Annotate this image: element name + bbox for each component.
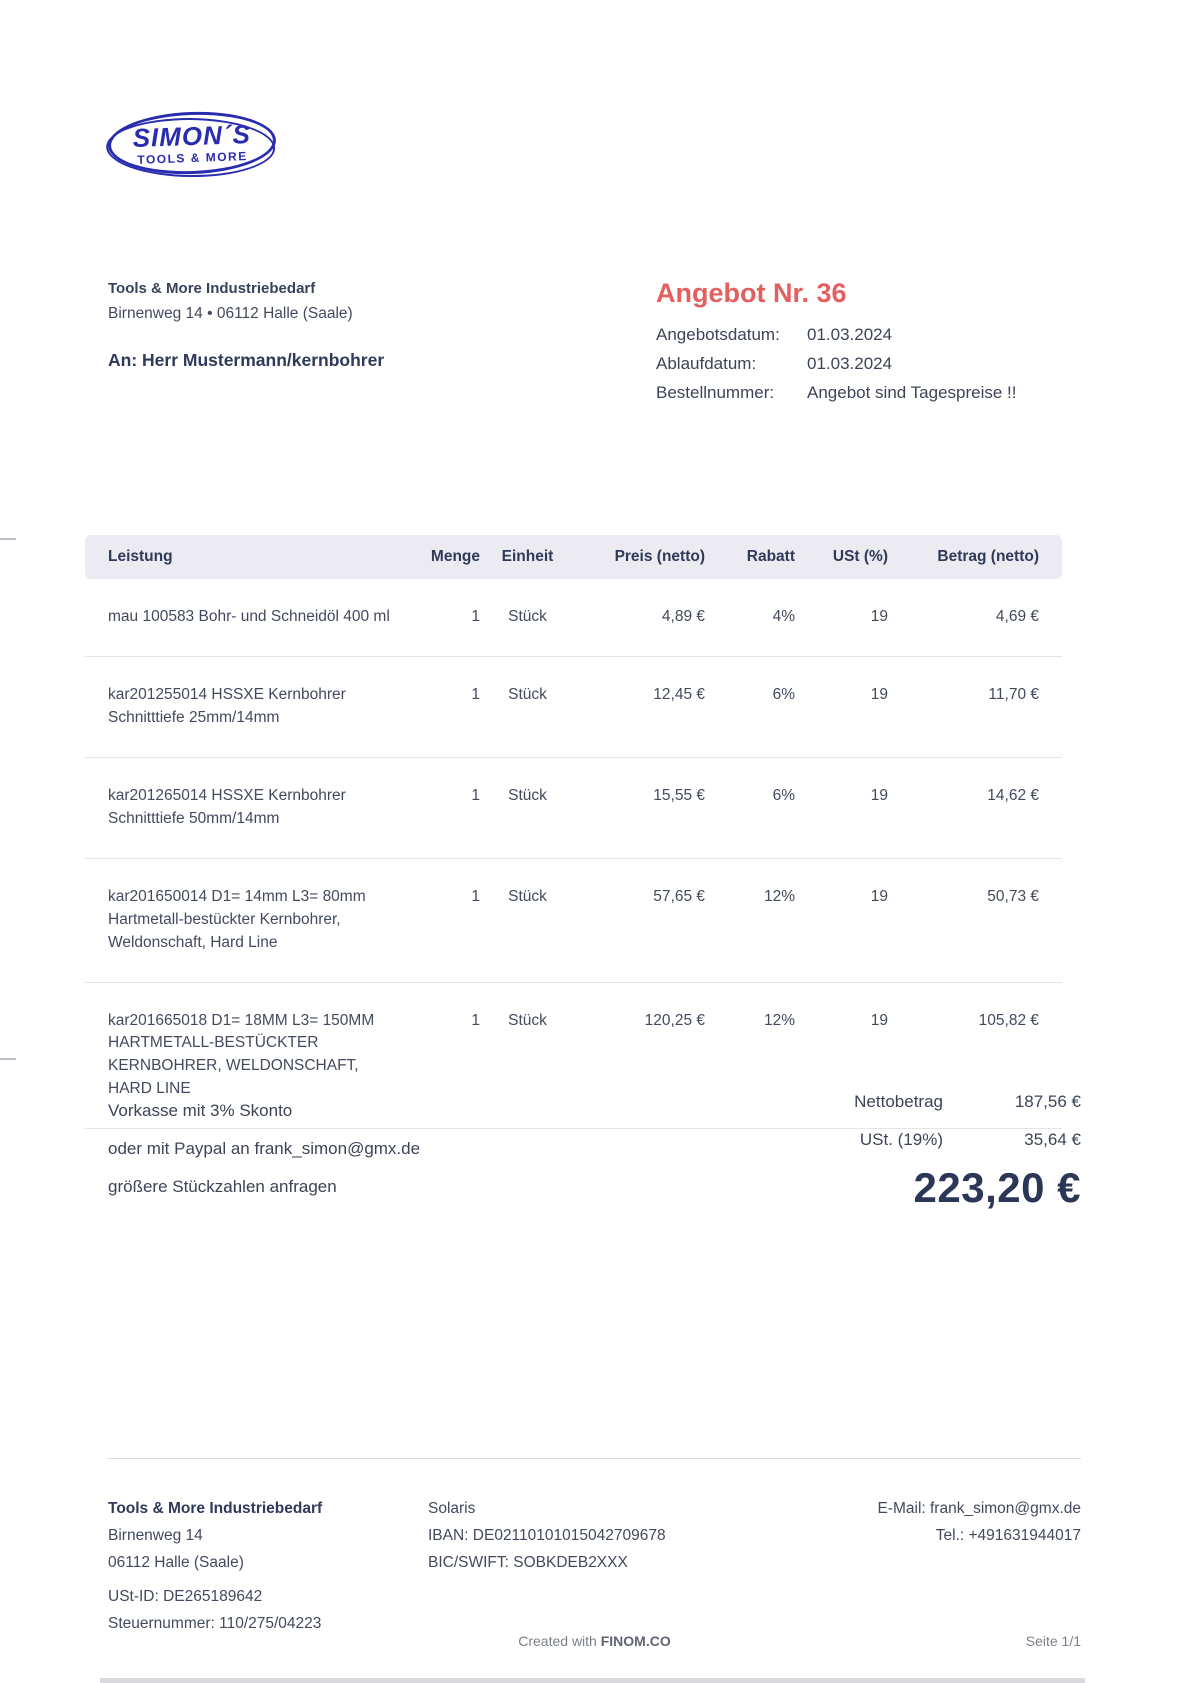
sender-company: Tools & More Industriebedarf: [108, 280, 316, 297]
item-description: kar201265014 HSSXE Kernbohrer Schnitttiefe 50mm/14mm: [85, 757, 425, 858]
item-quantity: 1: [425, 579, 480, 656]
created-with-line: [0, 1633, 1189, 1649]
table-row: [85, 757, 1062, 858]
fold-mark-top: [0, 538, 16, 540]
payment-note-paypal: oder mit Paypal an frank_simon@gmx.de: [108, 1139, 421, 1158]
totals-grid: [854, 1092, 1081, 1150]
item-price: 4,89 €: [575, 579, 705, 656]
item-unit: Stück: [480, 579, 575, 656]
finom-brand: FINOM.CO: [600, 1633, 671, 1649]
item-price: 120,25 €: [575, 982, 705, 1129]
col-header-betrag: Betrag (netto): [888, 535, 1062, 579]
logo-oval-icon: [107, 109, 277, 177]
offer-date-value: 01.03.2024: [807, 325, 893, 344]
col-header-leistung: Leistung: [85, 535, 425, 579]
item-vat: 19: [795, 579, 888, 656]
table-row: [85, 656, 1062, 757]
item-quantity: 1: [425, 656, 480, 757]
item-discount: 4%: [705, 579, 795, 656]
company-logo: [108, 112, 278, 180]
fold-mark-bottom: [0, 1058, 16, 1060]
header-info-row: [108, 280, 1081, 412]
item-quantity: 1: [425, 757, 480, 858]
footer-phone: Tel.: +491631944017: [935, 1527, 1081, 1544]
item-vat: 19: [795, 656, 888, 757]
logo-text-simons: SIMON´S: [132, 118, 252, 153]
sender-address: Birnenweg 14 • 06112 Halle (Saale): [108, 305, 353, 322]
footer-contact-block: [877, 1495, 1081, 1637]
item-discount: 6%: [705, 757, 795, 858]
vat-label: USt. (19%): [859, 1130, 943, 1149]
net-total-label: Nettobetrag: [854, 1092, 943, 1111]
table-row: [85, 579, 1062, 656]
expiry-date-row: [656, 354, 1081, 374]
items-table-header: [85, 535, 1062, 579]
recipient-line: An: Herr Mustermann/kernbohrer: [108, 350, 385, 370]
payment-notes: [108, 1092, 420, 1206]
offer-title: Angebot Nr. 36: [656, 278, 847, 308]
footer-iban: IBAN: DE02110101015042709678: [428, 1527, 666, 1544]
col-header-menge: Menge: [425, 535, 480, 579]
item-quantity: 1: [425, 858, 480, 982]
net-total-value: 187,56 €: [1014, 1092, 1081, 1111]
items-table: [85, 535, 1062, 1129]
item-description: kar201650014 D1= 14mm L3= 80mm Hartmetall-bestückter Kernbohrer, Weldonschaft, Hard Line: [85, 858, 425, 982]
col-header-einheit: Einheit: [480, 535, 575, 579]
page-edge-strip: [100, 1678, 1085, 1683]
item-vat: 19: [795, 982, 888, 1129]
footer-bank-block: [428, 1495, 877, 1637]
item-description: kar201665018 D1= 18MM L3= 150MM HARTMETALL-BESTÜCKTER KERNBOHRER, WELDONSCHAFT, HARD LINE: [85, 982, 425, 1129]
order-number-row: [656, 383, 1081, 403]
expiry-date-value: 01.03.2024: [807, 354, 893, 373]
item-unit: Stück: [480, 858, 575, 982]
vat-value: 35,64 €: [1024, 1130, 1081, 1149]
item-amount: 14,62 €: [888, 757, 1062, 858]
item-price: 12,45 €: [575, 656, 705, 757]
item-price: 15,55 €: [575, 757, 705, 858]
item-price: 57,65 €: [575, 858, 705, 982]
logo-text-tools-more: TOOLS & MORE: [137, 148, 248, 167]
col-header-preis: Preis (netto): [575, 535, 705, 579]
expiry-date-label: Ablaufdatum:: [656, 354, 757, 373]
item-discount: 6%: [705, 656, 795, 757]
footer-vat-id: USt-ID: DE265189642: [108, 1588, 263, 1605]
payment-note-skonto: Vorkasse mit 3% Skonto: [108, 1101, 293, 1120]
footer-bic: BIC/SWIFT: SOBKDEB2XXX: [428, 1554, 628, 1571]
footer-company-block: [108, 1495, 428, 1637]
footer-company-city: 06112 Halle (Saale): [108, 1554, 244, 1571]
offer-fields: [656, 325, 1081, 403]
footer-company-name: Tools & More Industriebedarf: [108, 1500, 323, 1517]
offer-date-row: [656, 325, 1081, 345]
item-unit: Stück: [480, 982, 575, 1129]
item-amount: 50,73 €: [888, 858, 1062, 982]
sender-block: [108, 280, 384, 412]
footer-bank-name: Solaris: [428, 1500, 476, 1517]
item-amount: 11,70 €: [888, 656, 1062, 757]
item-discount: 12%: [705, 982, 795, 1129]
item-discount: 12%: [705, 858, 795, 982]
grand-total: 223,20 €: [913, 1164, 1081, 1211]
item-vat: 19: [795, 757, 888, 858]
created-with-prefix: Created with: [518, 1633, 601, 1649]
order-number-label: Bestellnummer:: [656, 383, 775, 402]
offer-date-label: Angebotsdatum:: [656, 325, 780, 344]
payment-note-bulk: größere Stückzahlen anfragen: [108, 1177, 337, 1196]
footer-email: E-Mail: frank_simon@gmx.de: [877, 1500, 1081, 1517]
order-number-value: Angebot sind Tagespreise !!: [807, 383, 1017, 402]
totals-block: [854, 1092, 1081, 1212]
footer: [108, 1458, 1081, 1637]
footer-tax-number: Steuernummer: 110/275/04223: [108, 1615, 322, 1632]
col-header-ust: USt (%): [795, 535, 888, 579]
item-quantity: 1: [425, 982, 480, 1129]
item-description: kar201255014 HSSXE Kernbohrer Schnitttiefe 25mm/14mm: [85, 656, 425, 757]
item-vat: 19: [795, 858, 888, 982]
offer-block: [656, 280, 1081, 412]
item-unit: Stück: [480, 757, 575, 858]
item-amount: 105,82 €: [888, 982, 1062, 1129]
item-amount: 4,69 €: [888, 579, 1062, 656]
summary-section: [108, 1092, 1081, 1212]
table-row: [85, 858, 1062, 982]
page-number: Seite 1/1: [1025, 1633, 1081, 1649]
footer-company-street: Birnenweg 14: [108, 1527, 203, 1544]
col-header-rabatt: Rabatt: [705, 535, 795, 579]
item-unit: Stück: [480, 656, 575, 757]
item-description: mau 100583 Bohr- und Schneidöl 400 ml: [85, 579, 425, 656]
